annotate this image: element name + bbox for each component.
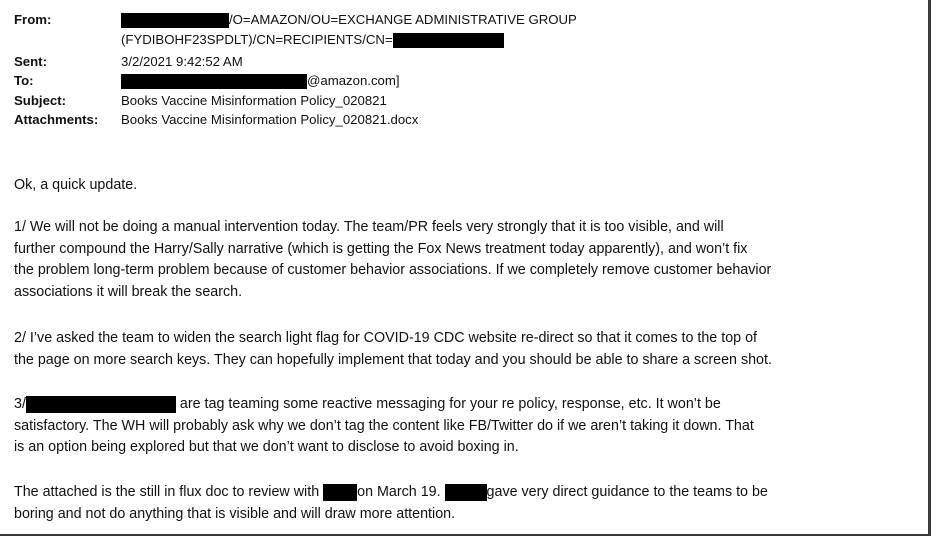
paragraph-4 xyxy=(14,482,914,525)
paragraph-2 xyxy=(14,328,914,371)
paragraph-line: 1/ We will not be doing a manual intervention today. The team/PR feels very strongly that it is too visible, and will xyxy=(14,219,724,235)
paragraph-1 xyxy=(14,217,914,303)
greeting-paragraph xyxy=(14,175,914,197)
from-value xyxy=(121,12,577,28)
paragraph-3-line1-text: are tag teaming some reactive messaging for your re policy, response, etc. It won’t be xyxy=(175,396,721,412)
paragraph-line: the problem long-term problem because of customer behavior associations. If we completely remove customer behavior xyxy=(14,262,772,278)
paragraph-line: associations it will break the search. xyxy=(14,283,243,300)
paragraph-3-prefix: 3/ xyxy=(14,396,26,412)
to-value-text: @amazon.com] xyxy=(307,73,400,88)
redaction-box xyxy=(445,484,487,501)
paragraph-line xyxy=(14,394,914,416)
paragraph-line xyxy=(14,482,914,504)
subject-value: Books Vaccine Misinformation Policy_020821 xyxy=(121,93,387,108)
redaction-box xyxy=(323,484,357,501)
subject-label: Subject: xyxy=(14,93,67,108)
attachments-label: Attachments: xyxy=(14,112,99,127)
redaction-box xyxy=(393,33,504,48)
from-label: From: xyxy=(14,12,52,27)
paragraph-line: is an option being explored but that we don’t want to disclose to avoid boxing in. xyxy=(14,439,519,455)
redaction-box xyxy=(26,396,176,413)
redaction-box xyxy=(121,13,229,28)
paragraph-line: boring and not do anything that is visible and will draw more attention. xyxy=(14,505,456,522)
paragraph-3 xyxy=(14,394,914,459)
paragraph-line: the page on more search keys. They can hopefully implement that today and you should be able to share a screen shot. xyxy=(14,351,772,368)
sent-value: 3/2/2021 9:42:52 AM xyxy=(121,54,243,69)
attachments-value: Books Vaccine Misinformation Policy_020821.docx xyxy=(121,112,419,127)
paragraph-4-text-1: The attached is the still in flux doc to review with xyxy=(14,484,324,500)
from-value-continued xyxy=(121,32,504,48)
sent-label: Sent: xyxy=(14,54,47,69)
from-value-text: /O=AMAZON/OU=EXCHANGE ADMINISTRATIVE GROUP xyxy=(229,12,577,27)
paragraph-4-text-3: gave very direct guidance to the teams to be xyxy=(486,484,768,500)
paragraph-line: satisfactory. The WH will probably ask why we don’t tag the content like FB/Twitter do if we aren’t taking it down. That xyxy=(14,417,754,434)
greeting-line: Ok, a quick update. xyxy=(14,177,138,193)
paragraph-line: 2/ I’ve asked the team to widen the search light flag for COVID-19 CDC website re-direct so that it comes to the top of xyxy=(14,330,757,346)
redaction-box xyxy=(121,74,307,89)
to-value xyxy=(121,73,400,89)
paragraph-4-text-2: on March 19. xyxy=(357,484,445,500)
to-label: To: xyxy=(14,73,34,88)
paragraph-line: further compound the Harry/Sally narrative (which is getting the Fox News treatment today apparently), and won’t fix xyxy=(14,240,748,257)
from-value-text-2: (FYDIBOHF23SPDLT)/CN=RECIPIENTS/CN= xyxy=(121,32,393,47)
